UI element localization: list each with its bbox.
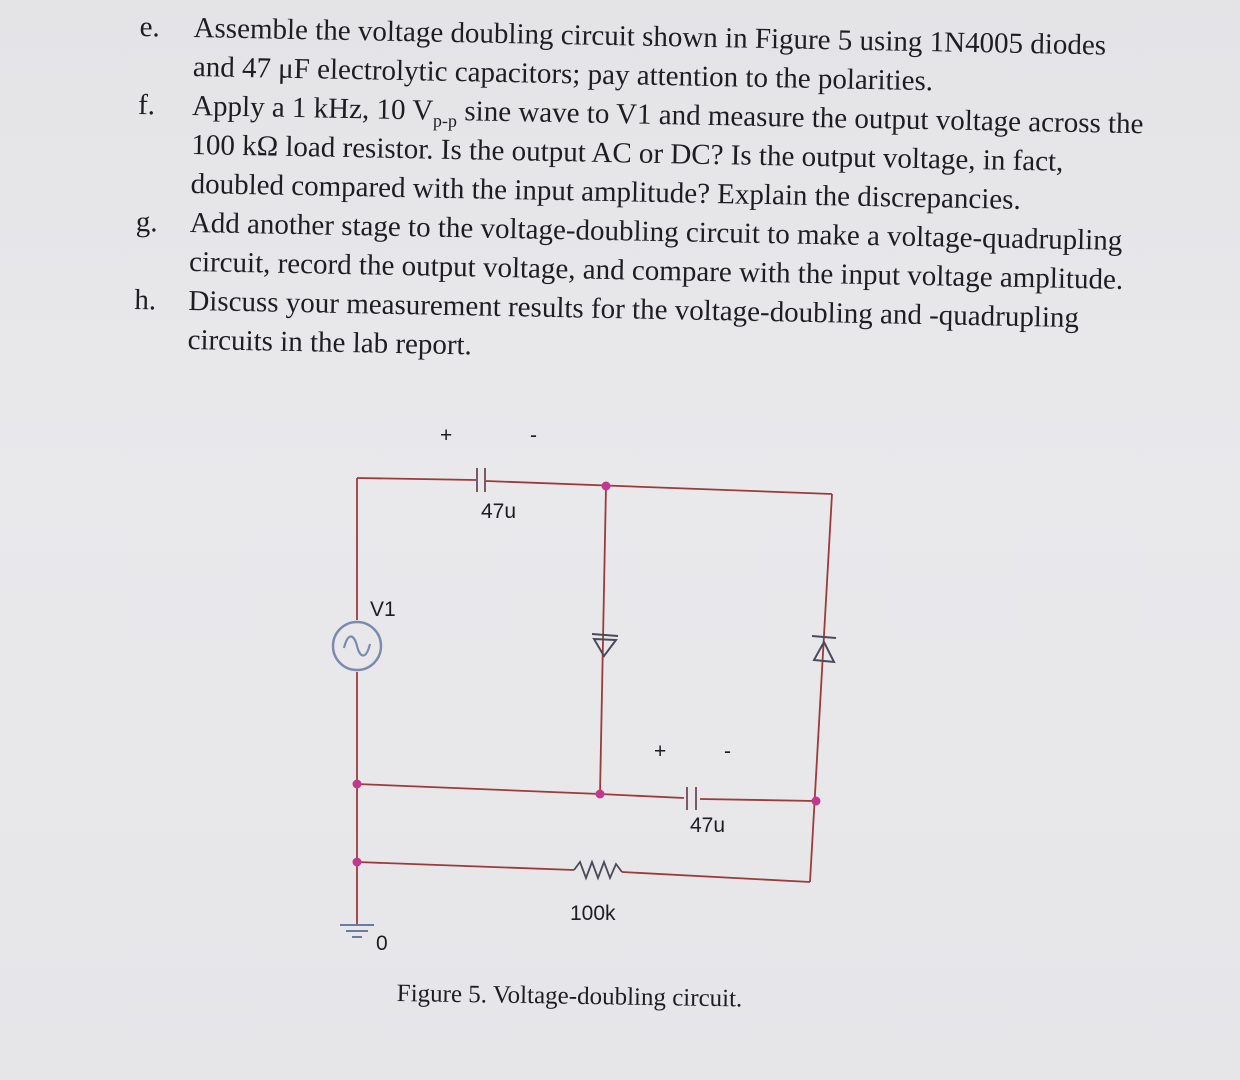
cap1-plus-label: +: [440, 424, 453, 447]
wire-top-left: [357, 478, 476, 480]
wire-bottom-right: [622, 872, 810, 882]
step-letter: h.: [134, 283, 157, 317]
step-line-part: Apply a 1 kHz, 10 V: [191, 90, 434, 127]
step-line: circuits in the lab report.: [187, 323, 473, 362]
ground-symbol: [340, 925, 374, 937]
procedure-steps: [133, 8, 1200, 379]
step-line: and 47 μF electrolytic capacitors; pay attention to the polarities.: [192, 51, 934, 98]
step-line: circuit, record the output voltage, and compare with the input voltage amplitude.: [188, 245, 1124, 296]
peak-to-peak-subscript: p-p: [432, 110, 458, 131]
ground-label: 0: [376, 932, 388, 955]
circuit-wires: [357, 478, 832, 925]
diode-d1-symbol: [592, 634, 618, 656]
junction-node-center: [596, 790, 605, 799]
step-line: Add another stage to the voltage-doubling circuit to make a voltage-quadrupling: [189, 207, 1123, 257]
step-line: Assemble the voltage doubling circuit shown in Figure 5 using 1N4005 diodes: [193, 12, 1107, 62]
step-line: doubled compared with the input amplitude? Explain the discrepancies.: [190, 168, 1022, 216]
step-line-part: sine wave to V1 and measure the output voltage across the: [456, 95, 1144, 141]
cap2-minus-label: -: [724, 740, 731, 763]
step-text: [190, 87, 1198, 223]
step-line: Discuss your measurement results for the voltage-doubling and -quadrupling: [188, 284, 1080, 335]
cap2-value-label: 47u: [690, 814, 726, 837]
resistor-r1-symbol: [574, 862, 622, 878]
step-f: [136, 86, 1198, 223]
cap1-value-label: 47u: [481, 500, 517, 523]
capacitor-c2-symbol: [687, 787, 696, 810]
resistor-value-label: 100k: [570, 902, 616, 925]
capacitor-c1-symbol: [477, 468, 485, 492]
circuit-figure: [300, 410, 860, 1050]
ac-source-symbol: [333, 622, 381, 670]
step-line: 100 kΩ load resistor. Is the output AC or DC? Is the output voltage, in fact,: [191, 129, 1064, 178]
figure-caption: Figure 5. Voltage-doubling circuit.: [396, 980, 743, 1013]
cap1-minus-label: -: [530, 424, 537, 447]
wire-bottom-left: [357, 862, 574, 870]
step-letter: e.: [139, 10, 161, 44]
junction-node-left-middle: [353, 780, 362, 789]
wire-top-right: [486, 481, 832, 494]
wire-cap2-right: [700, 799, 816, 801]
circuit-nodes: [353, 482, 821, 867]
junction-node-right: [812, 797, 821, 806]
step-letter: f.: [137, 88, 156, 122]
source-name-label: V1: [370, 598, 396, 621]
wire-middle-horizontal: [357, 784, 684, 798]
cap2-plus-label: +: [654, 740, 667, 763]
junction-node-top: [602, 482, 611, 491]
step-letter: g.: [135, 205, 158, 239]
wire-right-vertical: [810, 494, 832, 882]
junction-node-left-bottom: [353, 858, 362, 867]
